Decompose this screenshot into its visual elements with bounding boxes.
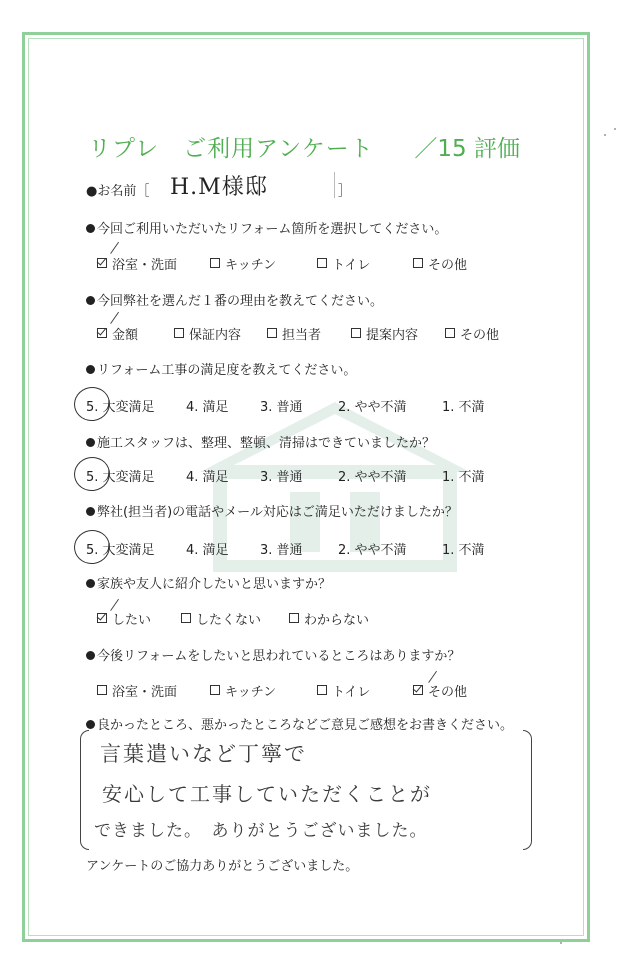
comment-line-3: できました。 ありがとうございました。 <box>94 821 428 841</box>
thanks-message: アンケートのご協力ありがとうございました。 <box>86 859 359 874</box>
checkbox-icon[interactable] <box>351 328 361 338</box>
checkbox-icon[interactable] <box>174 328 184 338</box>
option-want[interactable]: したい <box>97 609 151 628</box>
rating-option-2[interactable]: 2. やや不満 <box>338 400 407 415</box>
option-toilet[interactable]: トイレ <box>317 681 370 700</box>
option-proposal[interactable]: 提案内容 <box>351 324 418 343</box>
option-bath[interactable]: 浴室・洗面 <box>97 254 177 273</box>
question-8: 良かったところ、悪かったところなどご意見ご感想をお書きください。 <box>86 714 513 733</box>
checkbox-icon[interactable] <box>317 258 327 268</box>
rating-option-5[interactable]: 5. 大変満足 <box>86 543 155 558</box>
rating-option-3[interactable]: 3. 普通 <box>260 543 303 558</box>
checkbox-checked-icon[interactable] <box>413 685 423 695</box>
bullet-icon <box>86 720 95 729</box>
option-unsure[interactable]: わからない <box>289 609 369 628</box>
rating-option-1[interactable]: 1. 不満 <box>442 543 485 558</box>
bullet-icon <box>86 224 95 233</box>
name-label: ●お名前［ <box>86 184 150 199</box>
option-other[interactable]: その他 <box>413 254 467 273</box>
bullet-icon <box>86 365 95 374</box>
question-6: 家族や友人に紹介したいと思いますか？ <box>86 573 331 592</box>
checkbox-checked-icon[interactable] <box>97 258 107 268</box>
option-kitchen[interactable]: キッチン <box>210 254 276 273</box>
checkbox-checked-icon[interactable] <box>97 328 107 338</box>
checkbox-icon[interactable] <box>413 258 423 268</box>
rating-option-2[interactable]: 2. やや不満 <box>338 470 407 485</box>
option-price[interactable]: 金額 <box>97 324 138 343</box>
scan-speck <box>604 134 606 136</box>
rating-option-4[interactable]: 4. 満足 <box>186 400 229 415</box>
bullet-icon <box>86 438 95 447</box>
option-staff[interactable]: 担当者 <box>267 324 321 343</box>
question-3: リフォーム工事の満足度を教えてください。 <box>86 359 356 378</box>
rating-option-1[interactable]: 1. 不満 <box>442 470 485 485</box>
rating-option-3[interactable]: 3. 普通 <box>260 470 303 485</box>
rating-option-5[interactable]: 5. 大変満足 <box>86 470 155 485</box>
checkbox-icon[interactable] <box>317 685 327 695</box>
comment-box[interactable] <box>80 730 532 848</box>
rating-option-4[interactable]: 4. 満足 <box>186 543 229 558</box>
checkbox-checked-icon[interactable] <box>97 613 107 623</box>
checkbox-icon[interactable] <box>445 328 455 338</box>
bullet-icon <box>86 296 95 305</box>
rating-option-1[interactable]: 1. 不満 <box>442 400 485 415</box>
survey-title: リプレ ご利用アンケート <box>88 136 374 162</box>
checkbox-icon[interactable] <box>97 685 107 695</box>
rating-option-3[interactable]: 3. 普通 <box>260 400 303 415</box>
checkbox-icon[interactable] <box>289 613 299 623</box>
checkbox-icon[interactable] <box>210 258 220 268</box>
score-label: ／15 評価 <box>414 136 520 162</box>
option-other[interactable]: その他 <box>445 324 499 343</box>
name-value: H.M様邸 <box>170 175 268 200</box>
bracket-left <box>80 730 89 850</box>
option-bath[interactable]: 浴室・洗面 <box>97 681 177 700</box>
option-toilet[interactable]: トイレ <box>317 254 370 273</box>
scan-speck <box>560 942 562 944</box>
name-bracket-end: ］ <box>338 184 352 199</box>
question-1: 今回ご利用いただいたリフォーム箇所を選択してください。 <box>86 218 447 237</box>
checkbox-icon[interactable] <box>181 613 191 623</box>
question-2: 今回弊社を選んだ１番の理由を教えてください。 <box>86 290 383 309</box>
title-row <box>88 130 528 164</box>
bullet-icon <box>86 507 95 516</box>
question-5: 弊社(担当者)の電話やメール対応はご満足いただけましたか？ <box>86 501 458 520</box>
option-other[interactable]: その他 <box>413 681 467 700</box>
bullet-icon <box>86 579 95 588</box>
question-7: 今後リフォームをしたいと思われているところはありますか？ <box>86 645 460 664</box>
comment-line-1: 言葉遣いなど丁寧で <box>100 742 307 766</box>
rating-option-2[interactable]: 2. やや不満 <box>338 543 407 558</box>
rating-option-4[interactable]: 4. 満足 <box>186 470 229 485</box>
rating-option-5[interactable]: 5. 大変満足 <box>86 400 155 415</box>
option-warranty[interactable]: 保証内容 <box>174 324 241 343</box>
checkbox-icon[interactable] <box>267 328 277 338</box>
comment-line-2: 安心して工事していただくことが <box>102 782 432 806</box>
option-kitchen[interactable]: キッチン <box>210 681 276 700</box>
option-dont-want[interactable]: したくない <box>181 609 261 628</box>
scan-speck <box>614 128 616 130</box>
checkbox-icon[interactable] <box>210 685 220 695</box>
bracket-right <box>523 730 532 850</box>
bullet-icon <box>86 651 95 660</box>
question-4: 施工スタッフは、整理、整頓、清掃はできていましたか？ <box>86 432 435 451</box>
